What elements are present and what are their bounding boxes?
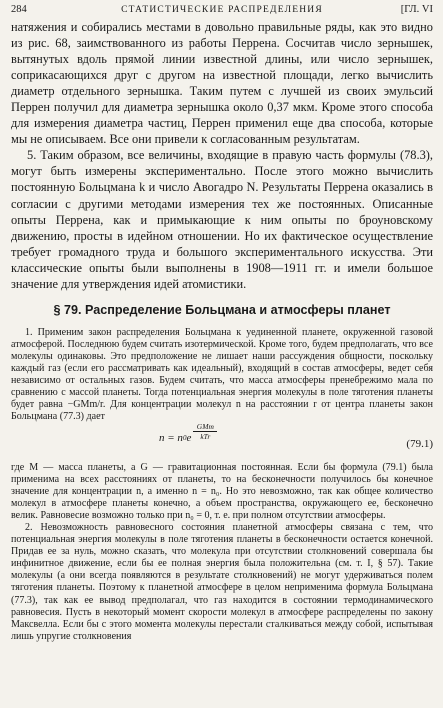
small-print-text xyxy=(11,327,433,643)
small-paragraph-3: 2. Невозможность равновесного состояния планетной атмосферы связана с тем, что потенциальная энергия молекулы в поле тяготения планеты в бесконечности остается конечной. Придав ее за нуль, можно сказать, что молекула при отсутствии столкновений совершала бы инфинитное движение, если бы ее полная энергия была положительна (см. т. I, § 57). Такие молекулы (а они всегда появляются в результате столкновений) не могут удерживаться полем тяготения планеты. Поэтому к планетной атмосфере в целом неприменима формула Больцмана (77.3), так как ее вывод предполагал, что газ находится в состоянии термодинамического равновесия. Пусть в некоторый момент скорости молекул в атмосфере распределены по закону Максвелла. Если бы с этого момента молекулы перестали сталкиваться между собой, испытывая лишь упругие столкновения xyxy=(11,522,433,642)
section-title: § 79. Распределение Больцмана и атмосферы планет xyxy=(53,302,391,317)
formula-lhs: n = n xyxy=(159,432,183,445)
formula-expression xyxy=(159,421,217,448)
formula-subscript: 0 xyxy=(182,434,187,443)
small-paragraph-1: 1. Применим закон распределения Больцмана к уединенной планете, окруженной газовой атмосферой. Последнюю будем считать изотермической. Кроме того, будем предполагать, что все молекулы одинаковы. Это предположение не лишает наши рассуждения общности, поскольку каждый газ (если его рассматривать как идеальный), входящий в состав атмосферы, ведет себя независимо от остальных газов. Будем считать, что масса атмосферы пренебрежимо мала по сравнению с массой планеты. Тогда потенциальная энергия молекулы в поле тяготения планеты будет равна −GMm/r. Для концентрации молекул n на расстоянии r от центра планеты закон Больцмана (77.3) дает xyxy=(11,326,433,423)
page-number: 284 xyxy=(11,4,27,15)
formula-79-1 xyxy=(11,421,433,460)
intro-paragraph: натяжения и собирались местами в довольно правильные ряды, как это видно из рис. 68, заимствованного из работы Перрена. Сосчитав число зернышек, вытянутых вдоль прямой линии известной длины, или число зернышек, соприкасающихся друг с другом на известной площади, легко вычислить диаметр отдельного зернышка. Таким путем с лучшей из своих эмульсий Перрен получил для диаметра зернышка около 0,37 мкм. Кроме этого способа для измерения диаметра частиц, Перрен применил еще два способа, которые мы не описываем. Все они привели к согласованным результатам. xyxy=(11,20,433,147)
main-text xyxy=(11,19,433,292)
formula-base: e xyxy=(186,432,192,445)
formula-exponent xyxy=(193,422,217,441)
small-paragraph-2: где M — масса планеты, а G — гравитационная постоянная. Если бы формула (79.1) была применима на всех расстояниях от планеты, то на бесконечности получилось бы конечное значение для концентрации n, а именно n = n₀. Но это невозможно, так как общее количество молекул в атмосфере планеты конечно, а объем пространства, окружающего ее, бесконечно велик. Равновесие возможно только при n₀ = 0, т. е. при полном отсутствии атмосферы. xyxy=(11,461,433,521)
chapter-label: [ГЛ. VI xyxy=(400,4,433,15)
paragraph-5: 5. Таким образом, все величины, входящие в правую часть формулы (78.3), могут быть измерены экспериментально. После этого можно вычислить постоянную Больцмана k и число Авогадро N. Результаты Перрена оказались в согласии с другими методами измерения тех же постоянных. Описанные опыты Перрена, как и примыкающие к ним опыты по броуновскому движению, просты в идейном отношении. Но их фактическое осуществление требует громадного труда и большого экспериментального искусства. Эти классические опыты были выполнены в 1908—1911 гг. и имели большое значение для утверждения идей атомистики. xyxy=(11,148,433,291)
running-title: СТАТИСТИЧЕСКИЕ РАСПРЕДЕЛЕНИЯ xyxy=(121,5,323,15)
formula-numerator: GMm xyxy=(196,421,214,431)
formula-denominator: kTr xyxy=(200,431,211,441)
formula-number: (79.1) xyxy=(406,437,433,450)
page-header xyxy=(11,4,433,19)
